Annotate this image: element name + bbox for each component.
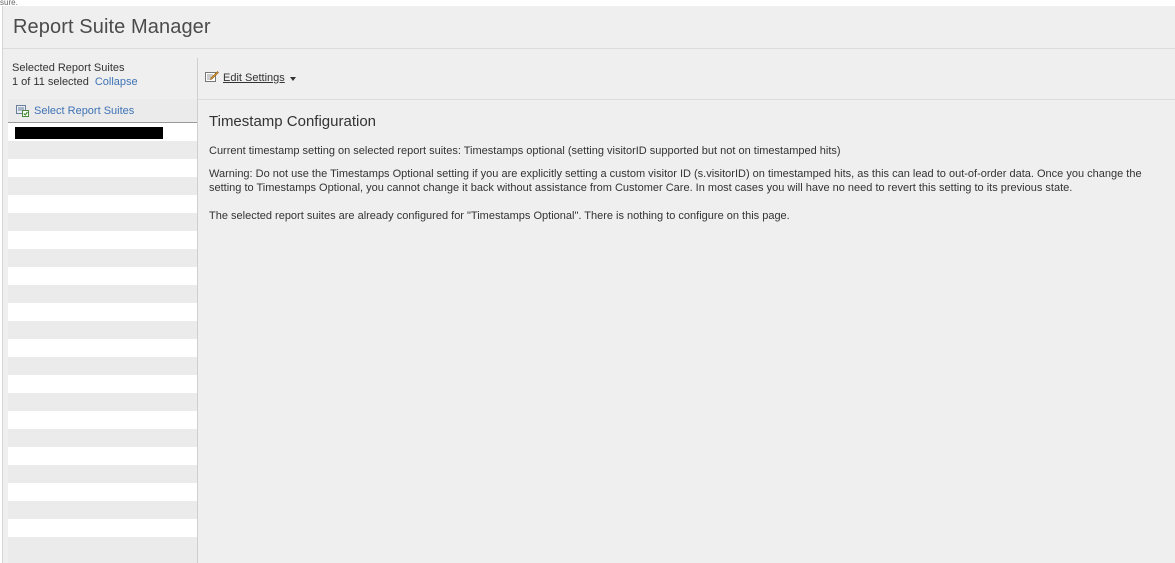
selection-count: 1 of 11 selected bbox=[12, 76, 89, 88]
report-suite-rows bbox=[8, 123, 197, 555]
list-item bbox=[8, 375, 197, 393]
list-item bbox=[8, 501, 197, 519]
list-item bbox=[8, 537, 197, 555]
status-message: The selected report suites are already configured for "Timestamps Optional". There is nothing to configure on this page. bbox=[209, 210, 790, 222]
list-item bbox=[8, 213, 197, 231]
list-item bbox=[8, 321, 197, 339]
edit-icon bbox=[205, 70, 219, 85]
list-item bbox=[8, 357, 197, 375]
list-item bbox=[8, 249, 197, 267]
edit-settings-menu[interactable]: Edit Settings bbox=[223, 71, 285, 84]
selected-suites-label: Selected Report Suites bbox=[12, 62, 125, 74]
current-setting-text: Current timestamp setting on selected report suites: Timestamps optional (setting visitorID supported but not on timestamped hits) bbox=[209, 145, 841, 157]
chevron-down-icon[interactable] bbox=[290, 77, 296, 81]
list-item bbox=[8, 339, 197, 357]
report-suites-icon bbox=[16, 105, 29, 117]
report-suite-list bbox=[8, 99, 197, 563]
list-item bbox=[8, 465, 197, 483]
list-item[interactable] bbox=[8, 123, 197, 141]
report-suite-manager-panel bbox=[2, 6, 1175, 563]
title-divider bbox=[3, 48, 1175, 49]
warning-text: Warning: Do not use the Timestamps Optional setting if you are explicitly setting a custom visitor ID (s.visitorID) on timestamped hits, as this can lead to out-of-order data. Once you change the setting to Timestamps Optional, you cannot change it back without assistance from Customer Care. In most cases you will have no need to revert this setting to its previous state. bbox=[209, 168, 1142, 194]
list-item bbox=[8, 195, 197, 213]
collapse-link[interactable]: Collapse bbox=[94, 76, 138, 88]
list-item bbox=[8, 141, 197, 159]
list-item bbox=[8, 177, 197, 195]
toolbar bbox=[205, 70, 296, 85]
list-item bbox=[8, 519, 197, 537]
select-report-suites-label: Select Report Suites bbox=[34, 105, 135, 117]
list-item bbox=[8, 393, 197, 411]
toolbar-divider bbox=[198, 99, 1175, 100]
list-item bbox=[8, 483, 197, 501]
list-item bbox=[8, 267, 197, 285]
list-item bbox=[8, 231, 197, 249]
list-item bbox=[8, 429, 197, 447]
select-report-suites-link[interactable] bbox=[16, 105, 134, 117]
list-item bbox=[8, 285, 197, 303]
list-item bbox=[8, 159, 197, 177]
section-heading: Timestamp Configuration bbox=[209, 113, 377, 130]
list-item bbox=[8, 447, 197, 465]
page-top-fragment: sure. bbox=[0, 0, 18, 6]
page-title: Report Suite Manager bbox=[13, 16, 211, 38]
redacted-report-suite-name bbox=[15, 127, 163, 139]
sidebar-divider bbox=[197, 58, 198, 563]
list-item bbox=[8, 411, 197, 429]
list-item bbox=[8, 303, 197, 321]
timestamp-configuration-section bbox=[209, 113, 1169, 232]
selected-suites-header bbox=[12, 61, 138, 89]
